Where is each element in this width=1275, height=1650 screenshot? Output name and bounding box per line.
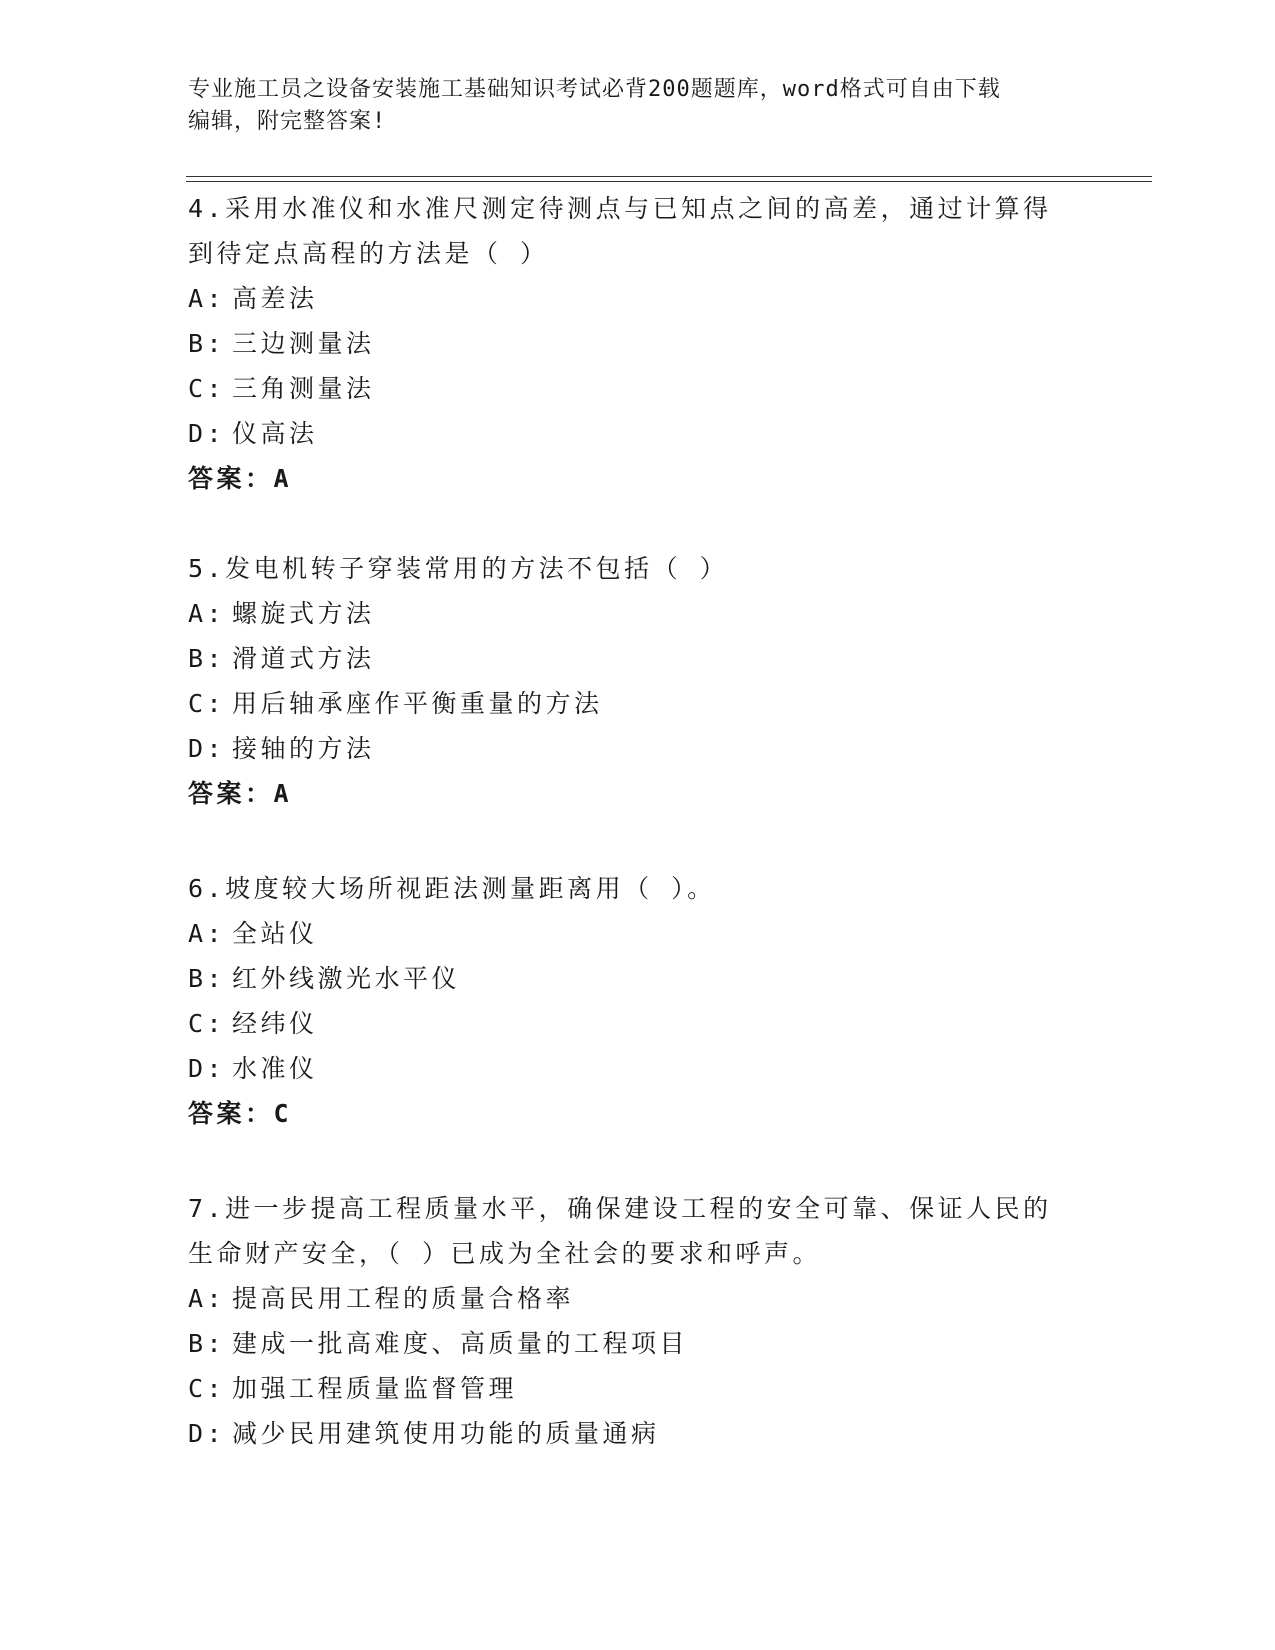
question-6 <box>188 866 1088 1136</box>
question-text: 6.坡度较大场所视距法测量距离用（ ）。 <box>188 874 716 903</box>
option-b: B: 滑道式方法 <box>188 644 375 673</box>
option-d: D: 水准仪 <box>188 1054 318 1083</box>
option-c: C: 三角测量法 <box>188 374 375 403</box>
option-a: A: 全站仪 <box>188 919 318 948</box>
question-text-continued: 生命财产安全，（ ）已成为全社会的要求和呼声。 <box>188 1239 822 1268</box>
option-a: A: 螺旋式方法 <box>188 599 375 628</box>
option-c: C: 经纬仪 <box>188 1009 318 1038</box>
option-d: D: 接轴的方法 <box>188 734 375 763</box>
question-text-continued: 到待定点高程的方法是（ ） <box>188 239 549 268</box>
option-b: B: 红外线激光水平仪 <box>188 964 461 993</box>
header-divider-top <box>186 176 1152 177</box>
header-line-1: 专业施工员之设备安装施工基础知识考试必背200题题库，word格式可自由下载 <box>188 77 1001 102</box>
question-text: 7.进一步提高工程质量水平，确保建设工程的安全可靠、保证人民的 <box>188 1194 1052 1223</box>
option-a: A: 高差法 <box>188 284 318 313</box>
question-text: 4.采用水准仪和水准尺测定待测点与已知点之间的高差，通过计算得 <box>188 194 1052 223</box>
option-d: D: 减少民用建筑使用功能的质量通病 <box>188 1419 660 1448</box>
header-divider-bottom <box>186 181 1152 182</box>
header-line-2: 编辑，附完整答案! <box>188 109 387 134</box>
answer: 答案：A <box>188 779 293 808</box>
answer: 答案：A <box>188 464 293 493</box>
option-d: D: 仪高法 <box>188 419 318 448</box>
option-c: C: 加强工程质量监督管理 <box>188 1374 518 1403</box>
question-5 <box>188 546 1088 816</box>
option-b: B: 三边测量法 <box>188 329 375 358</box>
answer: 答案：C <box>188 1099 293 1128</box>
option-a: A: 提高民用工程的质量合格率 <box>188 1284 575 1313</box>
question-7 <box>188 1186 1088 1456</box>
question-4 <box>188 186 1088 501</box>
option-b: B: 建成一批高难度、高质量的工程项目 <box>188 1329 689 1358</box>
option-c: C: 用后轴承座作平衡重量的方法 <box>188 689 603 718</box>
document-header <box>188 74 1068 138</box>
question-text: 5.发电机转子穿装常用的方法不包括（ ） <box>188 554 729 583</box>
